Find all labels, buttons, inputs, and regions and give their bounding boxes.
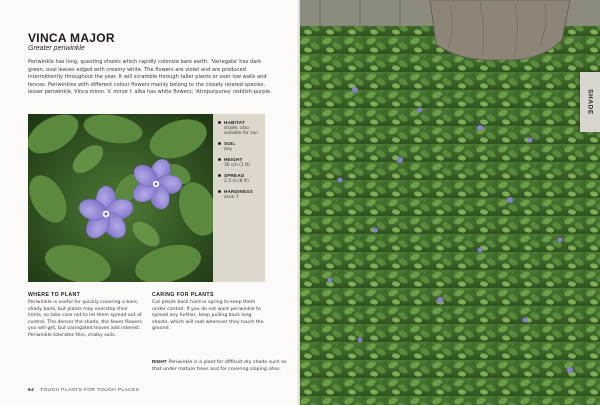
tab-label: SHADE: [586, 89, 594, 115]
fact-label: SOIL: [224, 141, 236, 147]
section-heading: CARING FOR PLANTS: [152, 292, 214, 298]
fact-value: shade, also suitable for sun: [224, 125, 259, 136]
bullet-icon: [218, 121, 221, 124]
caption-text: Periwinkle is a plant for difficult dry shade such as that under mature trees and for covering sloping sites.: [152, 360, 287, 372]
fact-value: 30 cm (1 ft): [224, 163, 250, 168]
fact-label: HEIGHT: [224, 157, 243, 163]
fact-value: any: [224, 147, 233, 152]
caption-lead: RIGHT: [152, 359, 167, 364]
fact-habitat: [218, 120, 261, 136]
running-title: TOUGH PLANTS FOR TOUGH PLACES: [40, 388, 140, 393]
section-tab-shade: [580, 72, 600, 132]
plant-title: VINCA MAJOR: [28, 31, 115, 45]
fact-value: 2.5 m (8 ft): [224, 179, 249, 184]
plant-common-name: Greater periwinkle: [28, 45, 85, 52]
fact-panel: [213, 114, 265, 282]
groundcover-illustration: [300, 0, 600, 405]
section-body: Periwinkle is useful for quickly covering a bare, shady bank, but plants may overstep their limits, so take care not to let them spread out of control. The denser the shade, the fewer flowers you will get, but variegated leaves add interest. Periwinkle tolerates thin, chalky soils.: [28, 300, 143, 338]
groundcover-photo: [300, 0, 600, 405]
section-heading: WHERE TO PLANT: [28, 292, 81, 298]
fact-soil: [218, 141, 261, 152]
fact-height: [218, 157, 261, 168]
caring-section: [152, 292, 267, 333]
periwinkle-flower-photo: [28, 114, 213, 282]
fact-spread: [218, 173, 261, 184]
photo-caption: [152, 359, 294, 373]
fact-label: HABITAT: [224, 120, 245, 125]
bullet-icon: [218, 174, 221, 177]
flower-photo-illustration: [28, 114, 213, 282]
section-body: Cut plants back hard in spring to keep them under control. If you do not want periwinkle to spread any further, keep pulling back long shoots, which will root wherever they touch the ground.: [152, 300, 264, 331]
where-to-plant-section: [28, 292, 143, 339]
page-footer: [28, 388, 139, 393]
bullet-icon: [218, 190, 221, 193]
fact-hardiness: [218, 189, 261, 200]
intro-paragraph: Periwinkle has long, questing shoots which rapidly colonize bare earth. 'Variegata' has dark green, oval leaves edged with creamy white. The flowers are violet and are produced intermittently throughout the year. It will scramble through taller plants or over low walls and fences. Periwinkles with different colour flowers mainly belong to the closely related species, lesser periwinkle, Vinca minor. V. minor f. alba has white flowers; 'Atropurpurea' reddish-purple.: [28, 59, 272, 96]
bullet-icon: [218, 142, 221, 145]
fact-label: HARDINESS: [224, 189, 253, 195]
fact-label: SPREAD: [224, 173, 245, 179]
page-number: 64: [28, 388, 35, 393]
bullet-icon: [218, 158, 221, 161]
fact-value: zone 7: [224, 195, 239, 200]
